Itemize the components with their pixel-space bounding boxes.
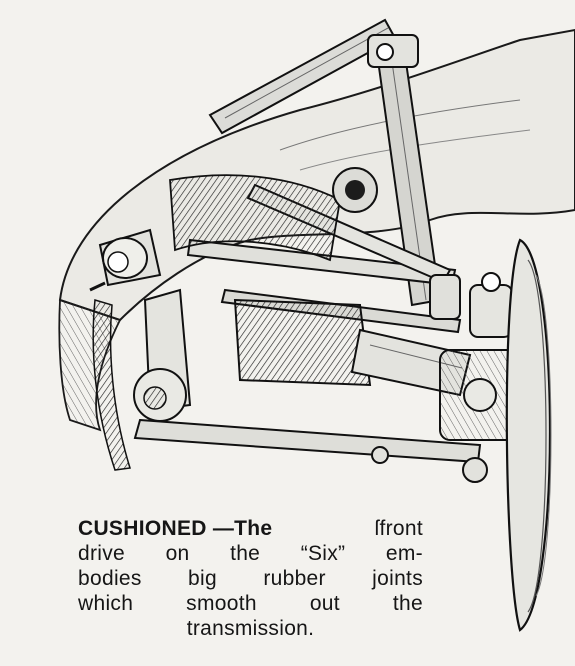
caption-line-4 xyxy=(78,591,423,616)
caption-word: big xyxy=(188,567,217,590)
caption-word: bodies xyxy=(78,567,142,590)
caption-word: “Six” xyxy=(300,542,346,565)
caption-word: CUSHIONED —The xyxy=(78,517,273,540)
caption-word: drive xyxy=(78,542,126,565)
caption-word: joints xyxy=(372,567,423,590)
caption-word: smooth xyxy=(186,592,257,615)
caption-word: the xyxy=(230,542,261,565)
caption-line-1 xyxy=(78,516,423,541)
caption-word: em- xyxy=(385,542,423,565)
caption-word: out xyxy=(309,592,340,615)
brake-drum xyxy=(507,240,551,630)
caption-word: which xyxy=(78,592,134,615)
caption-word: on xyxy=(165,542,190,565)
caption-line-3 xyxy=(78,566,423,591)
caption-word: the xyxy=(392,592,423,615)
caption xyxy=(78,516,423,641)
caption-word: rubber xyxy=(263,567,326,590)
caption-line-2 xyxy=(78,541,423,566)
caption-line-5 xyxy=(78,616,423,641)
caption-word: ſfront xyxy=(374,517,423,540)
caption-word: transmission. xyxy=(186,617,315,640)
